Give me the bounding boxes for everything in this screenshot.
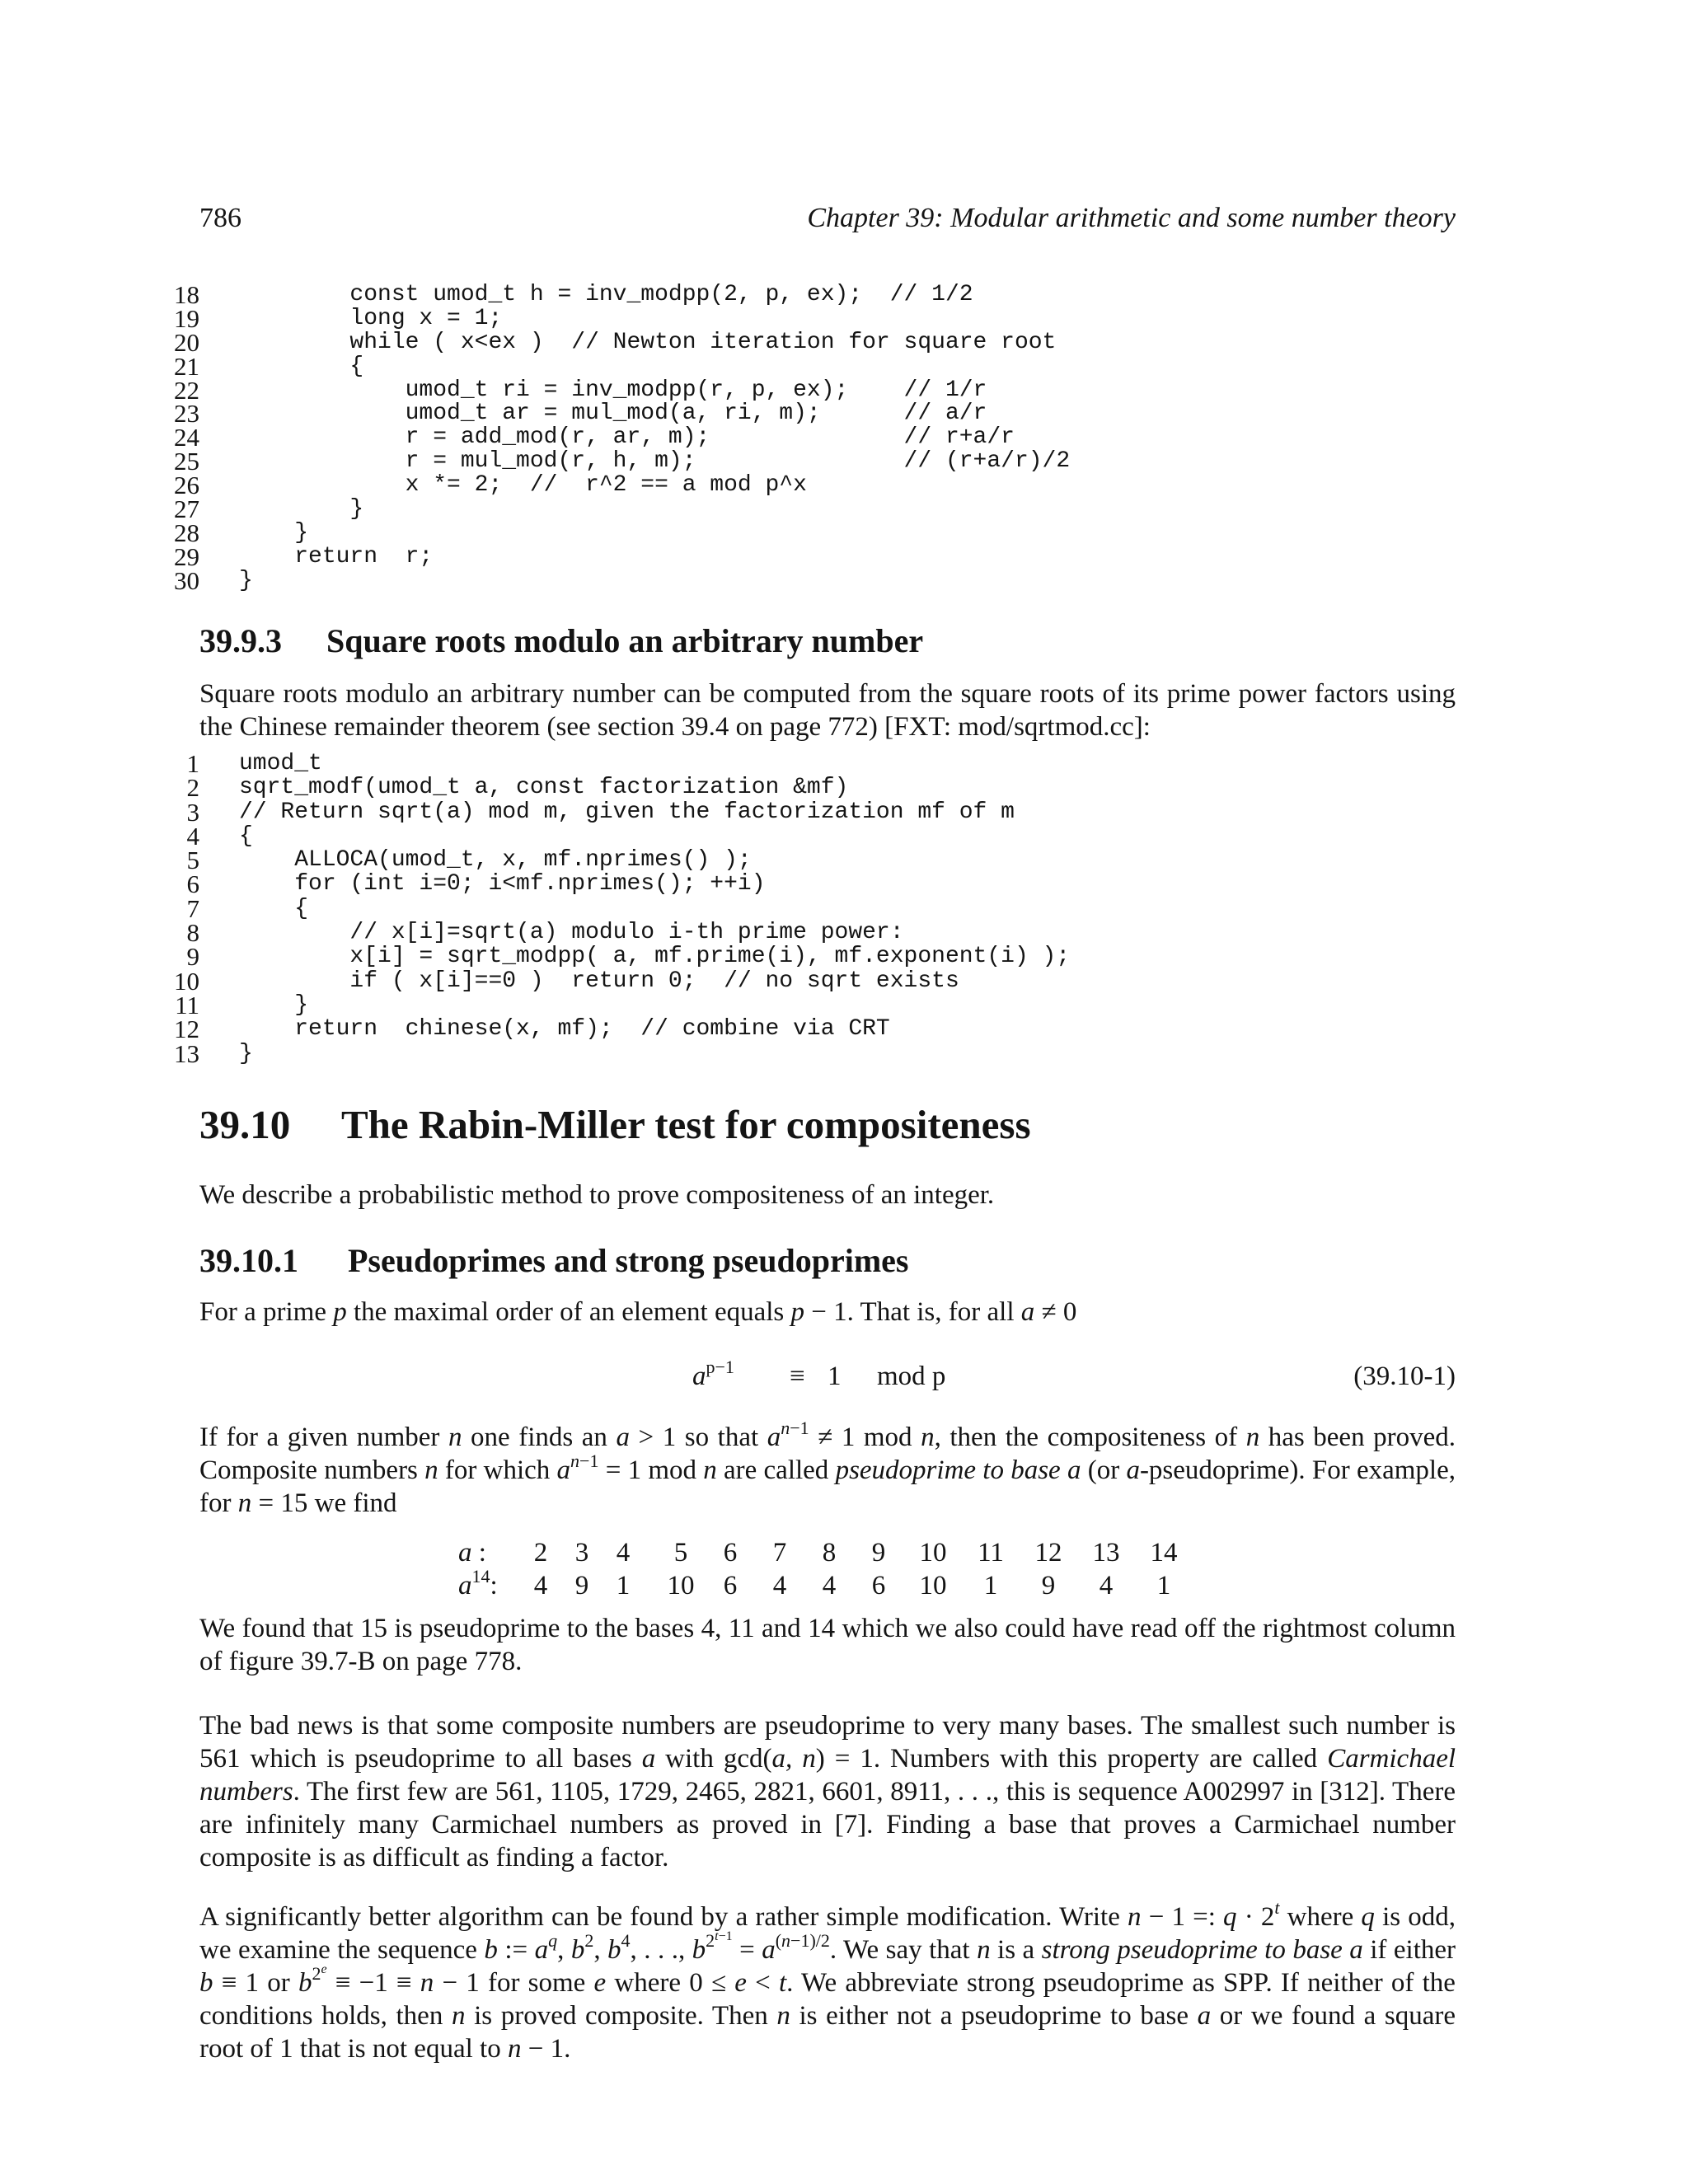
code-text: return r;: [239, 543, 434, 569]
line-number: 8: [186, 918, 199, 948]
code-line: [162, 797, 1447, 827]
code-line: [162, 893, 1447, 923]
code-text: for (int i=0; i<mf.nprimes(); ++i): [239, 871, 766, 898]
paragraph-pseudoprime-definition: If for a given number n one finds an a > 1 so that $a^{n-1} \ne 1$ mod n, then the compositeness of n has been proved. Composite numbers n for which $a^{n-1} = 1$ mod n are called pseudoprime to base a (or a-pseudoprime). For example, for n = 15 we find: [199, 1418, 1456, 1518]
chapter-title: Chapter 39: Modular arithmetic and some number theory: [807, 203, 1456, 233]
table-row-label-a14: $a^{14}$:: [458, 1566, 498, 1601]
code-text: while ( x<ex ) // Newton iteration for square root: [239, 329, 1057, 355]
code-listing-sqrt-modpp: [162, 280, 1447, 595]
line-number: 11: [175, 990, 199, 1019]
section-number: 39.10: [199, 1102, 291, 1147]
paragraph-sqrt-arbitrary: [199, 677, 1456, 743]
paragraph-intro: [199, 1179, 1456, 1212]
line-number: 10: [174, 966, 199, 996]
code-line: [162, 821, 1447, 851]
code-line: [162, 565, 1447, 595]
code-text: r = mul_mod(r, h, m); // (r+a/r)/2: [239, 448, 1071, 475]
code-text: }: [239, 991, 309, 1018]
code-text: }: [239, 496, 364, 523]
paragraph-strong-pseudoprime: A significantly better algorithm can be found by a rather simple modification. Write n − 1 =: $q \cdot 2^t$ where q is odd, we examine the sequence b := $a^q$, $b^2$, $b^4$, . . ., $b^{2^{t-1}} = a^{(n-1)/2}$. We say that n is a strong pseudoprime to base a if either b ≡ 1 or $b^{2^e} \equiv -1 \equiv n - 1$ for some e where 0 ≤ e < t. We abbreviate strong pseudoprime as SPP. If neither of the conditions holds, then n is proved composite. Then n is either not a pseudoprime to base a or we found a square root of 1 that is not equal to n − 1.: [199, 1897, 1456, 2064]
line-number: 18: [174, 280, 199, 309]
line-number: 23: [174, 399, 199, 429]
table-cell-power: 6: [723, 1571, 738, 1601]
pseudoprime-table: [0, 1538, 1688, 1604]
table-cell-base: 8: [822, 1538, 837, 1568]
running-head: [199, 203, 1456, 242]
table-cell-base: 6: [723, 1538, 738, 1568]
equation-label: (39.10-1): [1353, 1361, 1456, 1391]
line-number: 6: [186, 869, 199, 899]
code-line: [162, 773, 1447, 803]
table-cell-base: 11: [978, 1538, 1004, 1568]
line-number: 4: [186, 821, 199, 851]
paragraph-text: Square roots modulo an arbitrary number can be computed from the square roots of its prime power factors using the Chinese remainder theorem (see section 39.4 on page 772) [FXT: mod/sqrtmod.cc]:: [199, 679, 1456, 742]
table-cell-power: 4: [822, 1571, 837, 1601]
table-cell-power: 10: [919, 1571, 947, 1601]
code-listing-sqrt-modf: [162, 749, 1447, 1068]
line-number: 3: [186, 797, 199, 827]
code-text: sqrt_modf(umod_t a, const factorization &mf): [239, 775, 849, 801]
paragraph-text: We describe a probabilistic method to prove compositeness of an integer.: [199, 1180, 995, 1210]
code-line: [162, 846, 1447, 875]
code-text: }: [239, 567, 253, 593]
code-text: umod_t ri = inv_modpp(r, p, ex); // 1/r: [239, 377, 987, 403]
code-line: [162, 303, 1447, 333]
code-text: r = add_mod(r, ar, m); // r+a/r: [239, 424, 1015, 451]
line-number: 5: [186, 846, 199, 875]
code-text: ALLOCA(umod_t, x, mf.nprimes() );: [239, 847, 752, 874]
equation-lhs: $a^{p-1}$: [692, 1357, 734, 1391]
code-line: [162, 1015, 1447, 1044]
table-cell-power: 4: [1099, 1571, 1114, 1601]
page-number: 786: [199, 203, 241, 233]
section-number: 39.9.3: [199, 622, 282, 659]
line-number: 29: [174, 541, 199, 571]
code-text: {: [239, 353, 364, 379]
code-text: const umod_t h = inv_modpp(2, p, ex); // 1/2: [239, 282, 973, 307]
line-number: 7: [186, 893, 199, 923]
table-cell-base: 5: [673, 1538, 688, 1568]
table-cell-base: 2: [533, 1538, 548, 1568]
code-line: [162, 399, 1447, 429]
equation-relation: ≡: [790, 1361, 805, 1391]
line-number: 9: [186, 942, 199, 972]
paragraph-carmichael: The bad news is that some composite numbers are pseudoprime to very many bases. The smallest such number is 561 which is pseudoprime to all bases a with gcd(a, n) = 1. Numbers with this property are called Carmichael numbers. The first few are 561, 1105, 1729, 2465, 2821, 6601, 8911, . . ., this is sequence A002997 in [312]. There are infinitely many Carmichael numbers as proved in [7]. Finding a base that proves a Carmichael number composite is as difficult as finding a factor.: [199, 1711, 1456, 1872]
code-text: }: [239, 1040, 253, 1066]
code-line: [162, 1038, 1447, 1068]
equation-modulus: mod p: [877, 1361, 946, 1391]
code-text: x[i] = sqrt_modpp( a, mf.prime(i), mf.exponent(i) );: [239, 944, 1071, 970]
table-cell-base: 10: [919, 1538, 947, 1568]
code-text: return chinese(x, mf); // combine via CRT: [239, 1016, 890, 1043]
table-cell-base: 13: [1092, 1538, 1120, 1568]
code-line: [162, 327, 1447, 357]
code-line: [162, 869, 1447, 899]
paragraph-prime-order: For a prime p the maximal order of an element equals p − 1. That is, for all a ≠ 0: [199, 1297, 1077, 1327]
table-cell-power: 9: [574, 1571, 589, 1601]
table-cell-base: 3: [574, 1538, 589, 1568]
line-number: 21: [174, 351, 199, 381]
line-number: 20: [174, 327, 199, 357]
code-line: [162, 942, 1447, 972]
code-line: [162, 447, 1447, 476]
paragraph-found-bases: [199, 1612, 1456, 1678]
code-line: [162, 966, 1447, 996]
equation-rhs: 1: [828, 1361, 842, 1391]
table-cell-power: 6: [871, 1571, 886, 1601]
code-text: if ( x[i]==0 ) return 0; // no sqrt exists: [239, 968, 959, 994]
section-number: 39.10.1: [199, 1242, 298, 1279]
code-line: [162, 541, 1447, 571]
table-cell-power: 4: [533, 1571, 548, 1601]
line-number: 19: [174, 303, 199, 333]
line-number: 22: [174, 375, 199, 405]
equation-39-10-1: [199, 1357, 1456, 1398]
code-line: [162, 918, 1447, 948]
section-title: Square roots modulo an arbitrary number: [326, 622, 924, 659]
line-number: 1: [186, 749, 199, 778]
code-line: [162, 749, 1447, 778]
code-line: [162, 423, 1447, 452]
table-cell-base: 12: [1034, 1538, 1062, 1568]
paragraph-text: We found that 15 is pseudoprime to the bases 4, 11 and 14 which we also could have read off the rightmost column of figure 39.7-B on page 778.: [199, 1614, 1456, 1676]
code-line: [162, 375, 1447, 405]
table-cell-base: 4: [616, 1538, 631, 1568]
code-line: [162, 280, 1447, 309]
line-number: 2: [186, 773, 199, 803]
line-number: 27: [174, 494, 199, 524]
line-number: 13: [174, 1038, 199, 1068]
code-line: [162, 494, 1447, 524]
section-title: The Rabin-Miller test for compositeness: [341, 1102, 1031, 1147]
table-cell-power: 1: [1156, 1571, 1171, 1601]
table-cell-power: 10: [667, 1571, 695, 1601]
section-title: Pseudoprimes and strong pseudoprimes: [348, 1242, 909, 1279]
table-cell-base: 14: [1150, 1538, 1178, 1568]
code-text: umod_t: [239, 751, 322, 776]
table-cell-base: 9: [871, 1538, 886, 1568]
line-number: 28: [174, 518, 199, 547]
table-cell-power: 4: [772, 1571, 787, 1601]
line-number: 25: [174, 447, 199, 476]
table-cell-power: 9: [1041, 1571, 1056, 1601]
code-text: {: [239, 895, 309, 921]
line-number: 26: [174, 471, 199, 500]
code-text: long x = 1;: [239, 305, 503, 331]
code-line: [162, 351, 1447, 381]
line-number: 12: [174, 1015, 199, 1044]
code-text: umod_t ar = mul_mod(a, ri, m); // a/r: [239, 401, 987, 427]
code-line: [162, 518, 1447, 547]
line-number: 24: [174, 423, 199, 452]
table-cell-base: 7: [772, 1538, 787, 1568]
line-number: 30: [174, 565, 199, 595]
code-line: [162, 471, 1447, 500]
code-text: }: [239, 519, 309, 546]
table-cell-power: 1: [616, 1571, 631, 1601]
code-line: [162, 990, 1447, 1019]
code-text: x *= 2; // r^2 == a mod p^x: [239, 472, 807, 499]
code-text: // Return sqrt(a) mod m, given the factorization mf of m: [239, 799, 1015, 825]
table-cell-power: 1: [983, 1571, 998, 1601]
code-text: // x[i]=sqrt(a) modulo i-th prime power:: [239, 920, 904, 946]
table-row-label-a: a :: [458, 1538, 486, 1568]
code-text: {: [239, 823, 253, 849]
